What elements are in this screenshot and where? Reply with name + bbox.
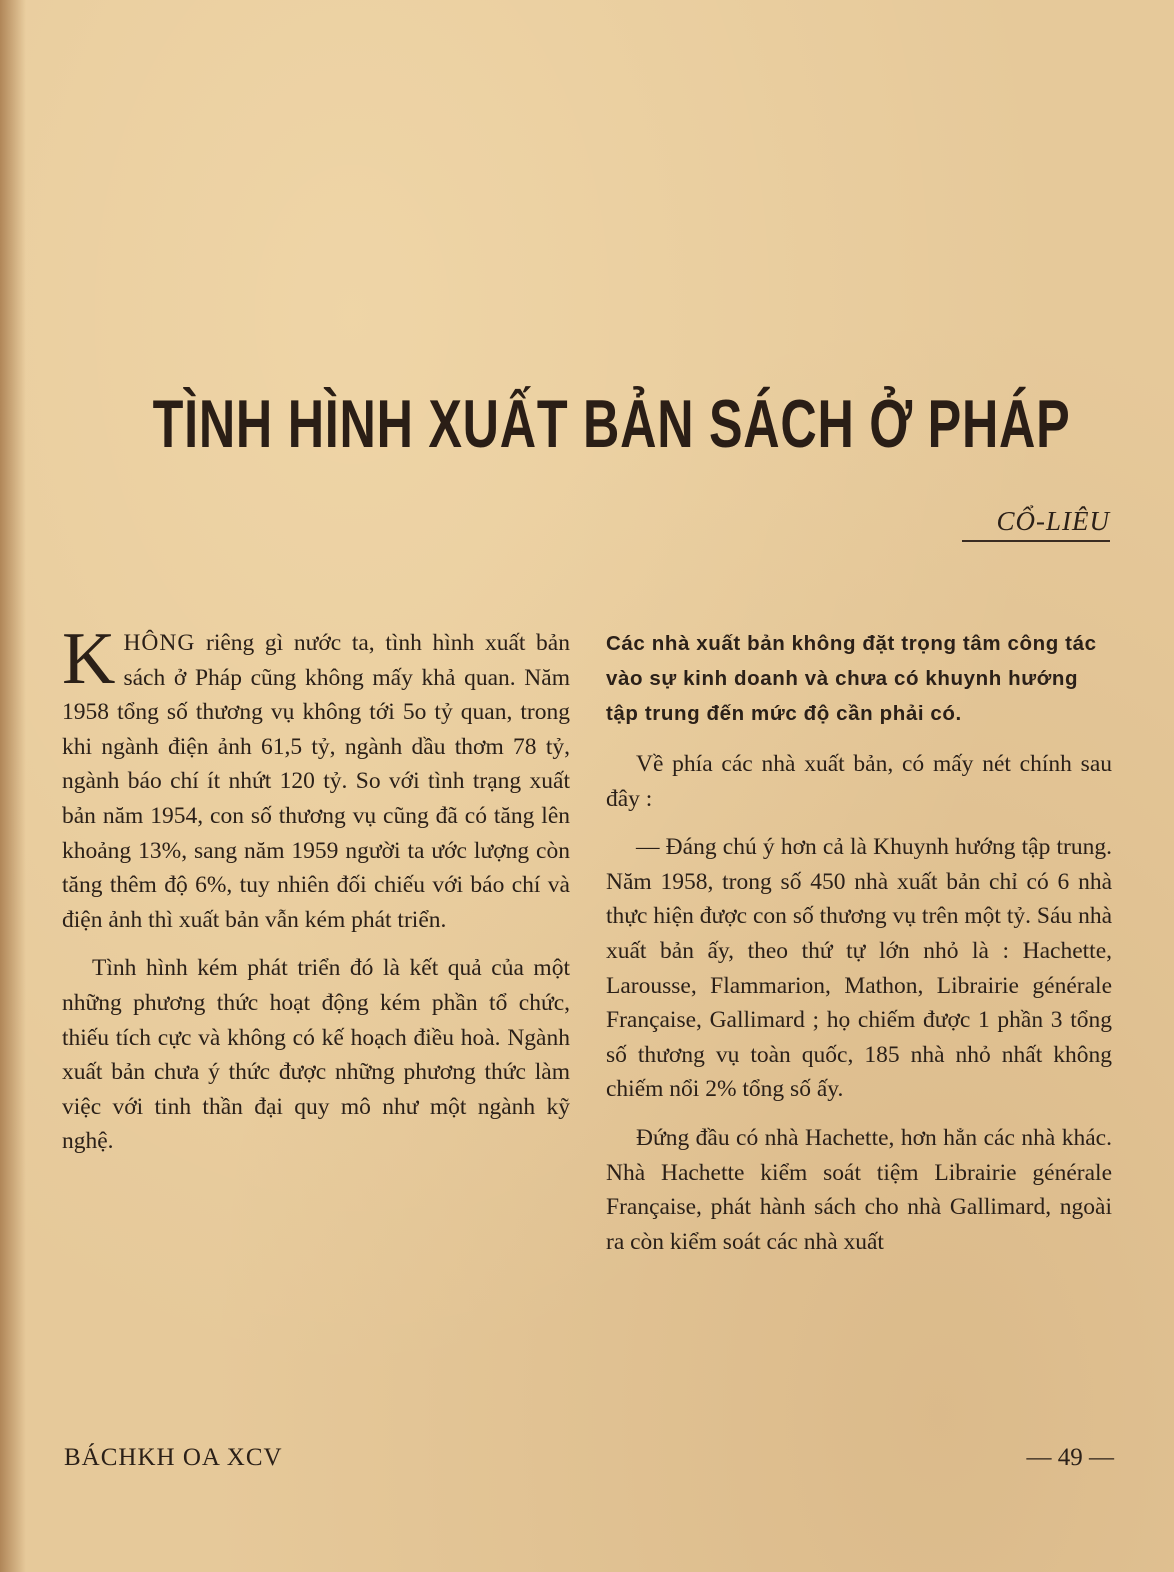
right-paragraph-1: Về phía các nhà xuất bản, có mấy nét chính sau đây : bbox=[606, 751, 1112, 812]
left-paragraph-1-text: riêng gì nước ta, tình hình xuất bản sách ở Pháp cũng không mấy khả quan. Năm 1958 tổng số thương vụ không tới 5o tỷ quan, trong khi ngành điện ảnh 61,5 tỷ, ngành dầu thơm 78 tỷ, ngành báo chí ít nhứt 120 tỷ. So với tình trạng xuất bản năm 1954, con số thương vụ cũng đã có tăng lên khoảng 13%, sang năm 1959 người ta ước lượng còn tăng thêm độ 6%, tuy nhiên đối chiếu với báo chí và điện ảnh thì xuất bản vẫn kém phát triển. bbox=[62, 630, 570, 933]
left-paragraph-2: Tình hình kém phát triển đó là kết quả của một những phương thức hoạt động kém phần tổ chức, thiếu tích cực và không có kế hoạch điều hoà. Ngành xuất bản chưa ý thức được những phương thức làm việc với tinh thần đại quy mô như một ngành kỹ nghệ. bbox=[62, 955, 570, 1155]
article-author: CỔ-LIÊU bbox=[962, 506, 1110, 542]
right-paragraph-3: Đứng đầu có nhà Hachette, hơn hẳn các nhà khác. Nhà Hachette kiểm soát tiệm Librairie générale Française, phát hành sách cho nhà Gallimard, ngoài ra còn kiểm soát các nhà xuất bbox=[606, 1124, 1112, 1255]
publication-footer: BÁCHKH OA XCV bbox=[64, 1444, 283, 1471]
page-edge-shadow bbox=[0, 0, 26, 1572]
page-number: — 49 — bbox=[1026, 1444, 1114, 1471]
left-paragraph-1 bbox=[62, 618, 570, 937]
lead-word: HÔNG bbox=[123, 630, 196, 656]
drop-cap: K bbox=[62, 618, 116, 700]
section-subheading: Các nhà xuất bản không đặt trọng tâm công tác vào sự kinh doanh và chưa có khuynh hướng tập trung đến mức độ cần phải có. bbox=[606, 632, 1097, 725]
right-paragraph-2: — Đáng chú ý hơn cả là Khuynh hướng tập trung. Năm 1958, trong số 450 nhà xuất bản chỉ có 6 nhà thực hiện được con số thương vụ trên một tỷ. Sáu nhà xuất bản ấy, theo thứ tự lớn nhỏ là : Hachette, Larousse, Flammarion, Mathon, Librairie générale Française, Gallimard ; họ chiếm được 1 phần 3 tổng số thương vụ toàn quốc, 185 nhà nhỏ nhất không chiếm nổi 2% tổng số ấy. bbox=[606, 834, 1112, 1103]
article-title: TÌNH HÌNH XUẤT BẢN SÁCH Ở PHÁP bbox=[152, 386, 1071, 462]
right-column bbox=[606, 626, 1112, 1273]
left-column bbox=[62, 618, 570, 1173]
